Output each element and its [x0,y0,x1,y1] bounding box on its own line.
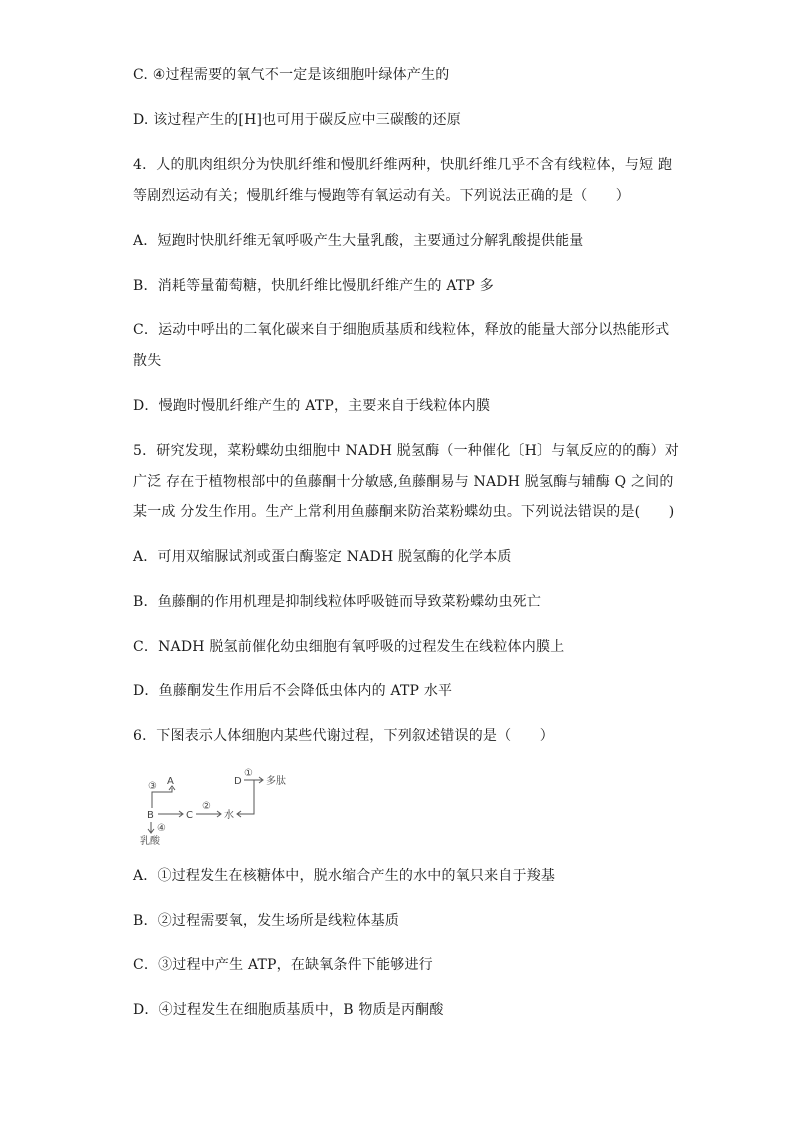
diagram-step-1: ① [244,768,253,779]
option-4c-line-2: 散失 [133,353,162,369]
option-6a: A．①过程发生在核糖体中，脱水缩合产生的水中的氧只来自于羧基 [133,868,556,884]
question-4-line-2: 等剧烈运动有关；慢肌纤维与慢跑等有氧运动有关。下列说法正确的是（ ） [133,188,630,204]
diagram-label-peptide: 多肽 [266,776,286,787]
question-5-line-2: 广泛 存在于植物根部中的鱼藤酮十分敏感,鱼藤酮易与 NADH 脱氢酶与辅酶 Q 之间的 [133,474,674,490]
option-5b: B．鱼藤酮的作用机理是抑制线粒体呼吸链而导致菜粉蝶幼虫死亡 [133,594,542,610]
option-4d: D．慢跑时慢肌纤维产生的 ATP，主要来自于线粒体内膜 [133,398,491,414]
option-6d: D．④过程发生在细胞质基质中，B 物质是丙酮酸 [133,1002,444,1018]
option-5a: A．可用双缩脲试剂或蛋白酶鉴定 NADH 脱氢酶的化学本质 [133,549,512,565]
diagram-step-4: ④ [157,823,166,834]
diagram-label-lactic: 乳酸 [140,836,160,847]
diagram-label-d: D [234,776,242,787]
diagram-label-a: A [167,776,174,787]
metabolism-diagram [138,762,298,848]
diagram-label-water: 水 [224,810,234,821]
option-3d: D. 该过程产生的[H]也可用于碳反应中三碳酸的还原 [133,112,461,128]
question-4-line-1: 4．人的肌肉组织分为快肌纤维和慢肌纤维两种，快肌纤维几乎不含有线粒体，与短 跑 [133,157,673,173]
option-4c-line-1: C．运动中呼出的二氧化碳来自于细胞质基质和线粒体，释放的能量大部分以热能形式 [133,322,670,338]
question-5-line-3: 某一成 分发生作用。生产上常利用鱼藤酮来防治菜粉蝶幼虫。下列说法错误的是( ) [133,504,675,520]
option-5d: D．鱼藤酮发生作用后不会降低虫体内的 ATP 水平 [133,683,453,699]
option-3c: C. ④过程需要的氧气不一定是该细胞叶绿体产生的 [133,67,450,83]
diagram-step-3: ③ [148,781,157,792]
question-5-line-1: 5．研究发现，菜粉蝶幼虫细胞中 NADH 脱氢酶（一种催化〔H〕与氧反应的的酶）对 [133,443,680,459]
diagram-step-2: ② [202,801,211,812]
diagram-label-b: B [147,810,154,821]
option-5c: C．NADH 脱氢前催化幼虫细胞有氧呼吸的过程发生在线粒体内膜上 [133,639,565,655]
option-6b: B．②过程需要氧，发生场所是线粒体基质 [133,913,400,929]
option-4b: B．消耗等量葡萄糖，快肌纤维比慢肌纤维产生的 ATP 多 [133,278,494,294]
option-6c: C．③过程中产生 ATP，在缺氧条件下能够进行 [133,957,433,973]
diagram-label-c: C [186,810,193,821]
option-4a: A．短跑时快肌纤维无氧呼吸产生大量乳酸，主要通过分解乳酸提供能量 [133,233,584,249]
question-6: 6．下图表示人体细胞内某些代谢过程，下列叙述错误的是（ ） [133,728,554,744]
